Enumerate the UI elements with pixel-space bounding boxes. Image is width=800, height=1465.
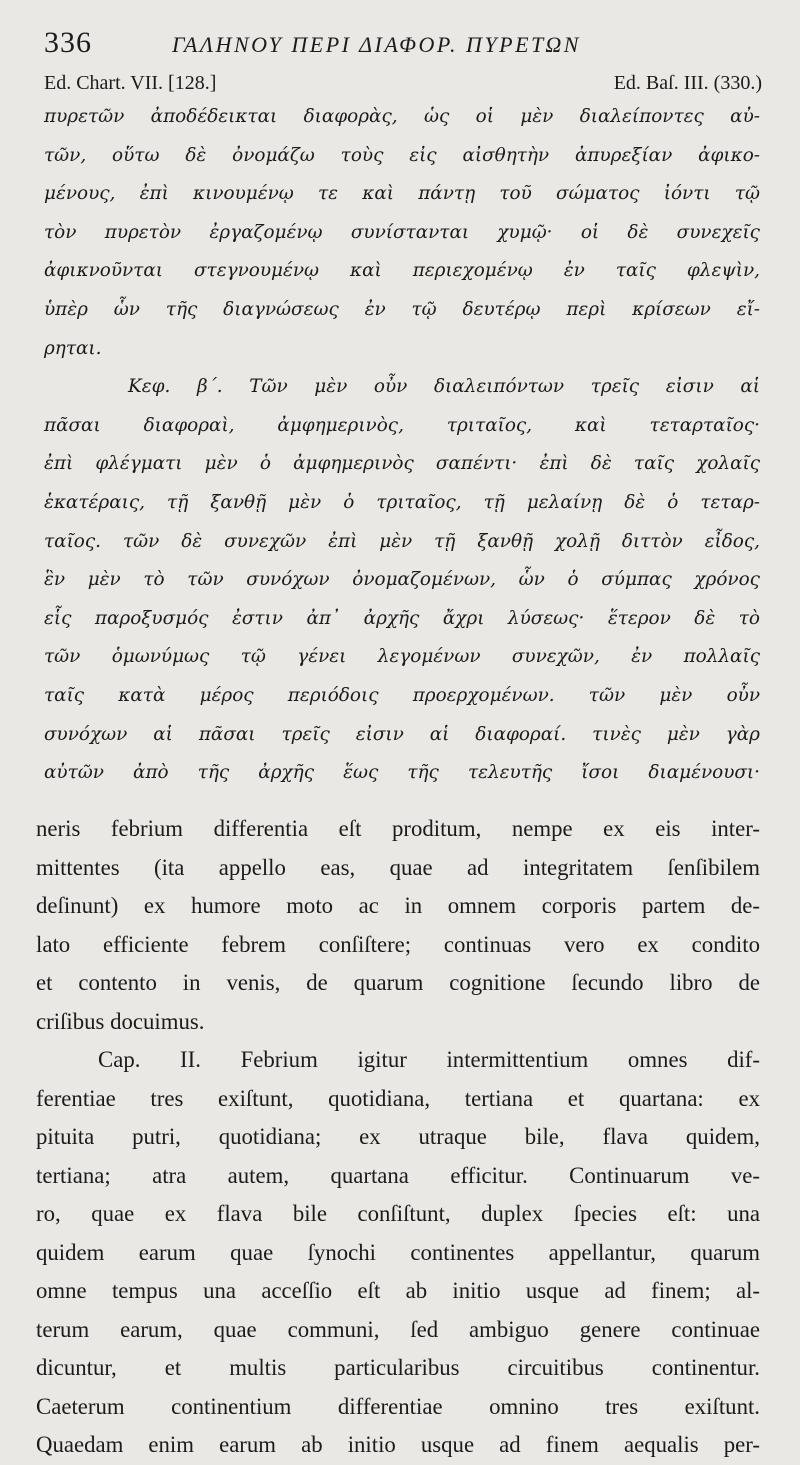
greek-line: ρηται. (44, 337, 102, 359)
greek-line: πᾶσαι διαφοραὶ, ἀμφημερινὸς, τριταῖος, καὶ τεταρταῖος· (44, 414, 760, 436)
latin-line: neris febrium differentia eſt proditum, nempe ex eis inter- (36, 816, 760, 841)
latin-chapter-heading-line: Cap. II. Febrium igitur intermittentium omnes dif- (98, 1047, 760, 1072)
greek-line: συνόχων αἱ πᾶσαι τρεῖς εἰσιν αἱ διαφοραί. τινὲς μὲν γὰρ (44, 723, 760, 745)
latin-line: ro, quae ex flava bile conſiſtunt, duplex ſpecies eſt: una (36, 1201, 760, 1226)
greek-line: ταῖς κατὰ μέρος περιόδοις προερχομένων. τῶν μὲν οὖν (44, 684, 760, 706)
latin-line: ferentiae tres exiſtunt, quotidiana, tertiana et quartana: ex (36, 1085, 760, 1111)
greek-line: εἷς παροξυσμός ἐστιν ἀπ᾽ ἀρχῆς ἄχρι λύσεως· ἕτερον δὲ τὸ (44, 607, 760, 629)
greek-line: ἑκατέραις, τῇ ξανθῇ μὲν ὁ τριταῖος, τῇ μελαίνῃ δὲ ὁ τεταρ- (44, 491, 760, 513)
greek-line: ἐπὶ φλέγματι μὲν ὁ ἀμφημερινὸς σαπέντι· ἐπὶ δὲ ταῖς χολαῖς (44, 453, 760, 475)
latin-line: pituita putri, quotidiana; ex utraque bile, flava quidem, (36, 1124, 760, 1149)
greek-line: τὸν πυρετὸν ἐργαζομένῳ συνίστανται χυμῷ· οἱ δὲ συνεχεῖς (44, 221, 760, 243)
running-head (44, 26, 760, 66)
edition-chartier: Ed. Chart. VII. [128.] (44, 72, 217, 94)
greek-line: αὐτῶν ἀπὸ τῆς ἀρχῆς ἕως τῆς τελευτῆς ἴσοι διαμένουσι· (44, 762, 760, 784)
latin-line: omne tempus una acceſſio eſt ab initio usque ad finem; al- (36, 1278, 760, 1303)
greek-line: τῶν, οὕτω δὲ ὀνομάζω τοὺς εἰς αἰσθητὴν ἀπυρεξίαν ἀφικο- (44, 144, 760, 166)
latin-line: et contento in venis, de quarum cognitione ſecundo libro de (36, 970, 760, 995)
greek-chapter-heading-line: Κεφ. β΄. Τῶν μὲν οὖν διαλειπόντων τρεῖς εἰσιν αἱ (128, 376, 760, 398)
greek-line: μένους, ἐπὶ κινουμένῳ τε καὶ πάντῃ τοῦ σώματος ἰόντι τῷ (44, 183, 760, 205)
latin-line: dicuntur, et multis particularibus circuitibus continentur. (36, 1355, 760, 1380)
latin-line: quidem earum quae ſynochi continentes appellantur, quarum (36, 1239, 760, 1265)
greek-line: ὑπὲρ ὧν τῆς διαγνώσεως ἐν τῷ δευτέρῳ περὶ κρίσεων εἴ- (44, 298, 760, 320)
latin-line: criſibus docuimus. (36, 1008, 205, 1034)
page-number: 336 (44, 26, 92, 59)
running-title: ΓΑΛΗΝΟΥ ΠΕΡΙ ΔΙΑΦΟΡ. ΠΥΡΕΤΩΝ (172, 32, 581, 57)
latin-line: Caeterum continentium differentiae omnino tres exiſtunt. (36, 1393, 760, 1419)
latin-line: Quaedam enim earum ab initio usque ad finem aequalis per- (36, 1432, 760, 1457)
latin-line: tertiana; atra autem, quartana efficitur. Continuarum ve- (36, 1162, 760, 1188)
latin-line: mittentes (ita appello eas, quae ad integritatem ſenſibilem (36, 854, 760, 880)
greek-line: πυρετῶν ἀποδέδεικται διαφορὰς, ὡς οἱ μὲν διαλείποντες αὐ- (44, 106, 760, 127)
greek-line: ἀφικνοῦνται στεγνουμένῳ καὶ περιεχομένῳ ἐν ταῖς φλεψὶν, (44, 260, 760, 282)
latin-line: terum earum, quae communi, ſed ambiguo genere continuae (36, 1316, 760, 1342)
latin-text-block (36, 810, 760, 1465)
greek-text-block (44, 98, 760, 793)
greek-line: ἓν μὲν τὸ τῶν συνόχων ὀνομαζομένων, ὧν ὁ σύμπας χρόνος (44, 569, 760, 591)
edition-basel: Ed. Baſ. III. (330.) (613, 72, 762, 94)
greek-line: τῶν ὁμωνύμως τῷ γένει λεγομένων συνεχῶν, ἐν πολλαῖς (44, 646, 760, 668)
latin-line: deſinunt) ex humore moto ac in omnem corporis partem de- (36, 893, 760, 918)
greek-line: ταῖος. τῶν δὲ συνεχῶν ἐπὶ μὲν τῇ ξανθῇ χολῇ διττὸν εἶδος, (44, 530, 760, 552)
latin-line: lato efficiente febrem conſiſtere; continuas vero ex condito (36, 931, 760, 957)
